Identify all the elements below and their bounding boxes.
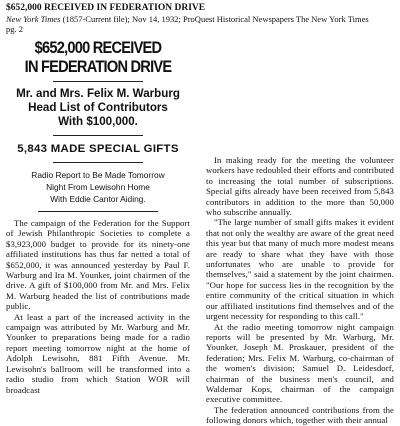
- headline-line-1: $652,000 RECEIVED: [34, 38, 162, 57]
- left-column: [6, 38, 190, 395]
- article-paragraph: At the radio meeting tomorrow night campaign reports will be presented by Mr. Warburg, Mr. Younker, Joseph M. Proskauer, president of the federation; Mrs. Felix M. Warburg, co-chairman of the women's division; Samuel D. Leidesdorf, chairman of the business men's council, and Waldemar Kops, chairman of the campaign executive committee.: [206, 321, 394, 405]
- article-paragraph: The federation announced contributions from the following donors which, together with their annual: [206, 404, 394, 426]
- subhead-3-line-1: Radio Report to Be Made Tomorrow: [31, 170, 165, 180]
- citation-publication: New York Times: [6, 14, 61, 24]
- article-paragraph: In making ready for the meeting the volunteer workers have redoubled their efforts and contributed to increasing the total number of subscriptions. Special gifts already have been received from 5,843 contributors in addition to the more than 50,000 who subscribe annually.: [206, 155, 394, 218]
- citation-header: [6, 3, 396, 34]
- citation-page-number: pg. 2: [6, 24, 23, 34]
- citation-page: [6, 24, 396, 34]
- right-column-body: [206, 155, 394, 426]
- citation-title: $652,000 RECEIVED IN FEDERATION DRIVE: [6, 3, 206, 13]
- body-divider: [38, 211, 158, 212]
- subhead-1-line-2: Head List of Contributors: [28, 101, 168, 114]
- citation-source: [6, 14, 396, 24]
- right-column: [206, 155, 394, 426]
- subhead-divider-2: [53, 162, 143, 163]
- article-paragraph: The campaign of the Federation for the Support of Jewish Philanthropic Societies to complete a $3,923,000 budget to provide for its ninety-one affiliated institutions has thus far netted a total of $652,000, it was announced yesterday by Paul F. Warburg and Ira M. Younker, joint chairmen of the drive. A gift of $100,000 from Mr. and Mrs. Felix M. Warburg headed the list of contributions made public.: [6, 218, 190, 312]
- subhead-3-line-3: With Eddie Cantor Aiding.: [50, 194, 146, 204]
- left-column-body: [6, 218, 190, 395]
- subhead-divider-1: [53, 135, 143, 136]
- headline-divider: [53, 81, 143, 82]
- subhead-1-line-1: Mr. and Mrs. Felix M. Warburg: [16, 87, 180, 100]
- article-paragraph: "The large number of small gifts makes it evident that not only the wealthy are aware of the great need this year but that many of much more modest means are ready to share what they have with those unfortunates who are unable to provide for themselves," said a statement by the joint chairmen. "Our hope for success lies in the recognition by the entire community of the critical situation in which our affiliated institutions find themselves and of the urgent necessity for responding to this call.": [206, 217, 394, 322]
- citation-source-details: (1857-Current file); Nov 14, 1932; ProQuest Historical Newspapers The New York Times: [60, 14, 369, 24]
- subhead-2: 5,843 MADE SPECIAL GIFTS: [17, 143, 179, 155]
- article-paragraph: At least a part of the increased activity in the campaign was attributed by Mr. Warburg and Mr. Younker to preparations being made for a radio report meeting tomorrow night at the home of Adolph Lewisohn, 881 Fifth Avenue. Mr. Lewisohn's ballroom will be transformed into a radio studio from which Station WOR will broadcast: [6, 311, 190, 395]
- subhead-1-line-3: With $100,000.: [58, 115, 138, 128]
- headline-line-2: IN FEDERATION DRIVE: [24, 57, 172, 76]
- subhead-3-line-2: Night From Lewisohn Home: [46, 182, 150, 192]
